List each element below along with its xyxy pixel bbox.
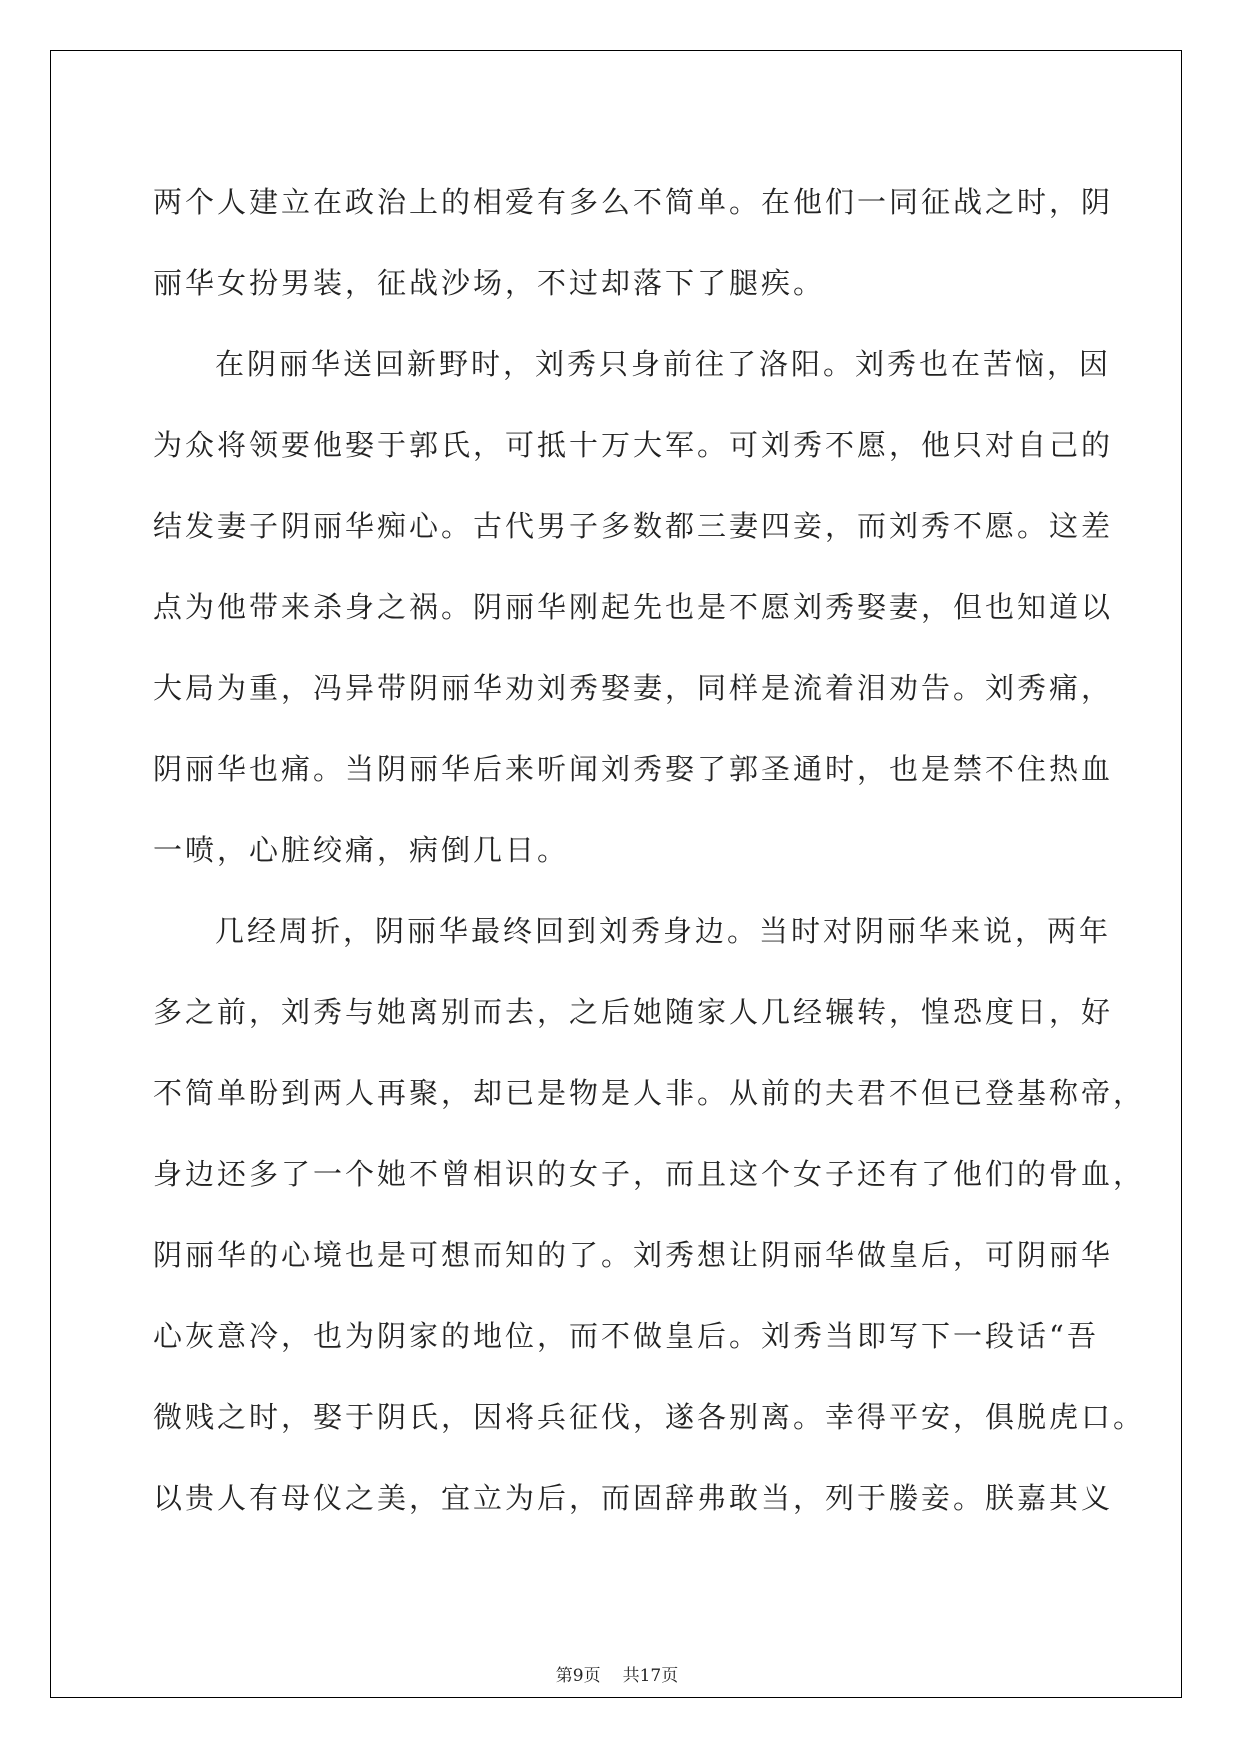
text-line: 心灰意冷，也为阴家的地位，而不做皇后。刘秀当即写下一段话“吾 (153, 1319, 1099, 1353)
page-footer (51, 1661, 1183, 1686)
text-line: 微贱之时，娶于阴氏，因将兵征伐，遂各别离。幸得平安，俱脱虎口。 (153, 1400, 1146, 1434)
text-line: 丽华女扮男装，征战沙场，不过却落下了腿疾。 (153, 266, 826, 300)
text-line: 一喷，心脏绞痛，病倒几日。 (153, 833, 570, 867)
text-line: 两个人建立在政治上的相爱有多么不简单。在他们一同征战之时，阴 (153, 185, 1114, 219)
text-line: 身边还多了一个她不曾相识的女子，而且这个女子还有了他们的骨血， (153, 1157, 1146, 1191)
paragraph-2 (153, 324, 1114, 891)
paragraph-1 (153, 162, 1114, 324)
text-line: 阴丽华的心境也是可想而知的了。刘秀想让阴丽华做皇后，可阴丽华 (153, 1238, 1114, 1272)
text-line: 多之前，刘秀与她离别而去，之后她随家人几经辗转，惶恐度日，好 (153, 995, 1114, 1029)
text-line: 大局为重，冯异带阴丽华劝刘秀娶妻，同样是流着泪劝告。刘秀痛， (153, 671, 1114, 705)
paragraph-3 (153, 891, 1146, 1539)
document-body (153, 162, 1146, 1539)
page-number: 第9页 (555, 1666, 601, 1686)
text-line: 在阴丽华送回新野时，刘秀只身前往了洛阳。刘秀也在苦恼，因 (215, 347, 1112, 381)
text-line: 阴丽华也痛。当阴丽华后来听闻刘秀娶了郭圣通时，也是禁不住热血 (153, 752, 1114, 786)
text-line: 结发妻子阴丽华痴心。古代男子多数都三妻四妾，而刘秀不愿。这差 (153, 509, 1114, 543)
text-line: 点为他带来杀身之祸。阴丽华刚起先也是不愿刘秀娶妻，但也知道以 (153, 590, 1114, 624)
text-line: 以贵人有母仪之美，宜立为后，而固辞弗敢当，列于媵妾。朕嘉其义 (153, 1481, 1114, 1515)
text-line: 为众将领要他娶于郭氏，可抵十万大军。可刘秀不愿，他只对自己的 (153, 428, 1114, 462)
text-line: 几经周折，阴丽华最终回到刘秀身边。当时对阴丽华来说，两年 (215, 914, 1112, 948)
page-total: 共17页 (622, 1666, 679, 1686)
text-line: 不简单盼到两人再聚，却已是物是人非。从前的夫君不但已登基称帝， (153, 1076, 1146, 1110)
